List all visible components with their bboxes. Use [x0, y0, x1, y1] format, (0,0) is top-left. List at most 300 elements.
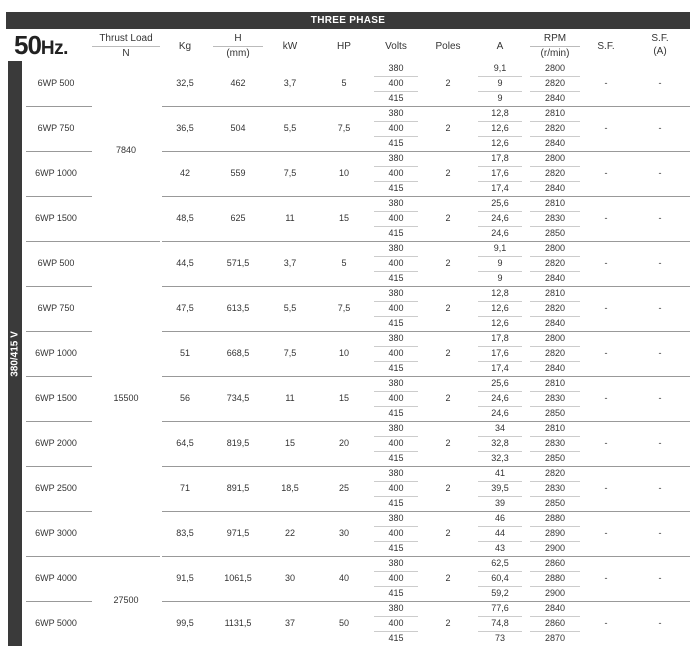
row-divider	[26, 196, 92, 197]
sub-row-divider	[530, 526, 580, 527]
volts-value: 415	[388, 273, 404, 283]
kw-value: 3,7	[283, 257, 297, 268]
model-name: 6WP 3000	[35, 527, 77, 538]
sf-a-value: -	[658, 122, 662, 133]
sf-a-value: -	[658, 392, 662, 403]
sub-row-divider	[374, 616, 418, 617]
current-value: 17,4	[491, 183, 509, 193]
sub-row-divider	[530, 481, 580, 482]
header-kw: kW	[282, 41, 298, 52]
row-divider	[26, 241, 92, 242]
volts-value: 380	[388, 423, 404, 433]
header-thrust-load: Thrust Load	[99, 33, 153, 44]
rpm-value: 2890	[544, 528, 566, 538]
row-divider	[162, 151, 690, 152]
current-value: 73	[494, 633, 505, 643]
hp-value: 30	[338, 527, 349, 538]
volts-value: 415	[388, 183, 404, 193]
sf-value: -	[604, 392, 608, 403]
weight-value: 71	[179, 482, 190, 493]
model-name: 6WP 1000	[35, 347, 77, 358]
kw-value: 3,7	[283, 77, 297, 88]
current-value: 62,5	[491, 558, 509, 568]
rpm-value: 2820	[544, 168, 566, 178]
volts-value: 400	[388, 168, 404, 178]
row-divider	[162, 376, 690, 377]
rpm-value: 2850	[544, 408, 566, 418]
current-value: 9,1	[493, 63, 507, 73]
hp-value: 25	[338, 482, 349, 493]
weight-value: 51	[179, 347, 190, 358]
sub-row-divider	[374, 526, 418, 527]
sub-row-divider	[478, 76, 522, 77]
header-a: A	[496, 41, 504, 52]
rpm-value: 2840	[544, 93, 566, 103]
weight-value: 56	[179, 392, 190, 403]
thrust-load-value: 27500	[113, 595, 139, 605]
rpm-value: 2800	[544, 63, 566, 73]
rpm-value: 2810	[544, 108, 566, 118]
sub-row-divider	[374, 301, 418, 302]
sub-row-divider	[530, 91, 580, 92]
current-value: 77,6	[491, 603, 509, 613]
current-value: 9	[497, 258, 503, 268]
sub-row-divider	[530, 616, 580, 617]
rpm-value: 2840	[544, 363, 566, 373]
current-value: 9	[497, 273, 503, 283]
weight-value: 42	[179, 167, 190, 178]
current-value: 12,6	[491, 318, 509, 328]
sub-row-divider	[530, 406, 580, 407]
model-name: 6WP 2000	[35, 437, 77, 448]
height-value: 559	[230, 167, 246, 178]
rpm-value: 2900	[544, 588, 566, 598]
volts-value: 400	[388, 618, 404, 628]
header-poles: Poles	[435, 41, 461, 52]
kw-value: 7,5	[283, 347, 297, 358]
current-value: 46	[494, 513, 505, 523]
row-divider	[162, 106, 690, 107]
sf-a-value: -	[658, 482, 662, 493]
hp-value: 5	[341, 77, 347, 88]
height-value: 971,5	[226, 527, 250, 538]
sub-row-divider	[530, 316, 580, 317]
sub-row-divider	[530, 571, 580, 572]
rpm-value: 2830	[544, 393, 566, 403]
frequency-label	[14, 30, 68, 61]
weight-value: 91,5	[176, 572, 194, 583]
poles-value: 2	[445, 257, 451, 268]
volts-value: 400	[388, 123, 404, 133]
sub-row-divider	[530, 391, 580, 392]
current-value: 9	[497, 93, 503, 103]
volts-value: 415	[388, 138, 404, 148]
row-divider	[26, 376, 92, 377]
model-name: 6WP 4000	[35, 572, 77, 583]
row-divider	[162, 556, 690, 557]
rpm-value: 2810	[544, 198, 566, 208]
rpm-value: 2840	[544, 183, 566, 193]
sub-row-divider	[530, 361, 580, 362]
volts-value: 380	[388, 63, 404, 73]
hp-value: 50	[338, 617, 349, 628]
sub-row-divider	[374, 481, 418, 482]
sub-row-divider	[374, 256, 418, 257]
sub-row-divider	[478, 616, 522, 617]
voltage-side-label	[8, 61, 22, 646]
sub-row-divider	[374, 271, 418, 272]
frequency-value: 50	[14, 30, 41, 60]
kw-value: 7,5	[283, 167, 297, 178]
header-rpm-unit: (r/min)	[540, 48, 570, 59]
sub-row-divider	[478, 136, 522, 137]
volts-value: 415	[388, 93, 404, 103]
hp-value: 5	[341, 257, 347, 268]
volts-value: 380	[388, 108, 404, 118]
sf-value: -	[604, 212, 608, 223]
frequency-unit: Hz.	[40, 38, 68, 59]
rpm-value: 2830	[544, 213, 566, 223]
current-value: 24,6	[491, 213, 509, 223]
model-name: 6WP 5000	[35, 617, 77, 628]
poles-value: 2	[445, 122, 451, 133]
sub-row-divider	[374, 631, 418, 632]
current-value: 25,6	[491, 198, 509, 208]
sub-row-divider	[530, 136, 580, 137]
hp-value: 15	[338, 212, 349, 223]
sf-value: -	[604, 572, 608, 583]
rpm-value: 2810	[544, 423, 566, 433]
height-value: 1131,5	[224, 617, 252, 628]
volts-value: 400	[388, 483, 404, 493]
sub-row-divider	[478, 346, 522, 347]
sub-row-divider	[530, 586, 580, 587]
height-value: 625	[230, 212, 246, 223]
kw-value: 11	[285, 392, 295, 403]
thrust-load-value: 15500	[113, 392, 139, 403]
sub-row-divider	[374, 211, 418, 212]
sub-row-divider	[478, 211, 522, 212]
kw-value: 15	[284, 437, 295, 448]
rpm-value: 2880	[544, 513, 566, 523]
sub-row-divider	[478, 586, 522, 587]
sf-value: -	[604, 122, 608, 133]
kw-value: 30	[284, 572, 295, 583]
sub-row-divider	[530, 226, 580, 227]
weight-value: 32,5	[176, 77, 194, 88]
volts-value: 400	[388, 573, 404, 583]
model-name: 6WP 1000	[35, 167, 77, 178]
sub-row-divider	[478, 166, 522, 167]
sub-row-divider	[478, 181, 522, 182]
sub-row-divider	[374, 346, 418, 347]
volts-value: 400	[388, 528, 404, 538]
row-divider	[162, 421, 690, 422]
sf-value: -	[604, 347, 608, 358]
sub-row-divider	[530, 541, 580, 542]
current-value: 39	[494, 498, 505, 508]
height-value: 819,5	[226, 437, 250, 448]
current-value: 12,6	[491, 303, 509, 313]
model-name: 6WP 750	[37, 302, 75, 313]
header-divider	[213, 46, 263, 47]
current-value: 41	[494, 468, 505, 478]
sub-row-divider	[478, 316, 522, 317]
volts-value: 415	[388, 588, 404, 598]
group-divider	[92, 241, 160, 242]
kw-value: 18,5	[281, 482, 299, 493]
row-divider	[162, 286, 690, 287]
poles-value: 2	[445, 392, 451, 403]
header-rpm: RPM	[543, 33, 567, 44]
volts-value: 415	[388, 363, 404, 373]
volts-value: 380	[388, 333, 404, 343]
hp-value: 10	[338, 347, 349, 358]
sub-row-divider	[374, 121, 418, 122]
sub-row-divider	[530, 211, 580, 212]
sub-row-divider	[478, 391, 522, 392]
current-value: 9	[497, 78, 503, 88]
volts-value: 380	[388, 558, 404, 568]
kw-value: 5,5	[283, 122, 297, 133]
sub-row-divider	[374, 586, 418, 587]
sub-row-divider	[374, 361, 418, 362]
group-divider	[92, 556, 160, 557]
model-name: 6WP 500	[37, 77, 75, 88]
volts-value: 415	[388, 408, 404, 418]
rpm-value: 2860	[544, 558, 566, 568]
poles-value: 2	[445, 167, 451, 178]
header-thrust-unit: N	[122, 48, 130, 59]
sub-row-divider	[530, 271, 580, 272]
current-value: 25,6	[491, 378, 509, 388]
sub-row-divider	[478, 91, 522, 92]
sf-a-value: -	[658, 167, 662, 178]
rpm-value: 2850	[544, 228, 566, 238]
hp-value: 40	[338, 572, 349, 583]
current-value: 24,6	[491, 408, 509, 418]
sub-row-divider	[530, 631, 580, 632]
current-value: 12,8	[491, 108, 509, 118]
height-value: 504	[230, 122, 246, 133]
volts-value: 380	[388, 513, 404, 523]
weight-value: 48,5	[176, 212, 194, 223]
volts-value: 380	[388, 468, 404, 478]
sf-a-value: -	[658, 257, 662, 268]
rpm-value: 2830	[544, 483, 566, 493]
current-value: 17,6	[491, 348, 509, 358]
current-value: 9,1	[493, 243, 507, 253]
sub-row-divider	[374, 181, 418, 182]
height-value: 571,5	[226, 257, 250, 268]
current-value: 12,8	[491, 288, 509, 298]
sub-row-divider	[530, 256, 580, 257]
poles-value: 2	[445, 527, 451, 538]
current-value: 12,6	[491, 138, 509, 148]
rpm-value: 2820	[544, 303, 566, 313]
voltage-label: 380/415 V	[9, 330, 21, 377]
current-value: 39,5	[491, 483, 509, 493]
sub-row-divider	[530, 496, 580, 497]
model-name: 6WP 750	[37, 122, 75, 133]
volts-value: 415	[388, 543, 404, 553]
sub-row-divider	[478, 481, 522, 482]
rpm-value: 2810	[544, 288, 566, 298]
sf-value: -	[604, 167, 608, 178]
current-value: 17,4	[491, 363, 509, 373]
volts-value: 415	[388, 453, 404, 463]
model-name: 6WP 1500	[35, 212, 77, 223]
sf-a-value: -	[658, 437, 662, 448]
rpm-value: 2880	[544, 573, 566, 583]
sub-row-divider	[374, 76, 418, 77]
sf-a-value: -	[658, 527, 662, 538]
current-value: 17,8	[491, 333, 509, 343]
rpm-value: 2840	[544, 273, 566, 283]
rpm-value: 2840	[544, 138, 566, 148]
poles-value: 2	[445, 572, 451, 583]
model-name: 6WP 1500	[35, 392, 77, 403]
sub-row-divider	[374, 541, 418, 542]
row-divider	[162, 601, 690, 602]
poles-value: 2	[445, 482, 451, 493]
row-divider	[26, 151, 92, 152]
height-value: 613,5	[226, 302, 250, 313]
kw-value: 37	[284, 617, 295, 628]
sub-row-divider	[478, 256, 522, 257]
volts-value: 415	[388, 498, 404, 508]
sub-row-divider	[530, 436, 580, 437]
current-value: 43	[494, 543, 505, 553]
sub-row-divider	[374, 436, 418, 437]
weight-value: 83,5	[176, 527, 194, 538]
poles-value: 2	[445, 77, 451, 88]
current-value: 24,6	[491, 228, 509, 238]
volts-value: 400	[388, 393, 404, 403]
volts-value: 400	[388, 258, 404, 268]
sub-row-divider	[374, 406, 418, 407]
volts-value: 380	[388, 153, 404, 163]
rpm-value: 2820	[544, 123, 566, 133]
rpm-value: 2820	[544, 258, 566, 268]
volts-value: 380	[388, 378, 404, 388]
rpm-value: 2820	[544, 78, 566, 88]
weight-value: 47,5	[176, 302, 194, 313]
sf-value: -	[604, 302, 608, 313]
row-divider	[26, 286, 92, 287]
height-value: 1061,5	[224, 572, 252, 583]
hp-value: 20	[338, 437, 349, 448]
poles-value: 2	[445, 212, 451, 223]
current-value: 34	[494, 423, 505, 433]
height-value: 462	[230, 77, 246, 88]
sub-row-divider	[478, 526, 522, 527]
rpm-value: 2860	[544, 618, 566, 628]
volts-value: 380	[388, 603, 404, 613]
rpm-value: 2800	[544, 333, 566, 343]
volts-value: 380	[388, 243, 404, 253]
header-h: H	[234, 33, 242, 44]
weight-value: 36,5	[176, 122, 194, 133]
current-value: 17,8	[491, 153, 509, 163]
row-divider	[162, 196, 690, 197]
model-name: 6WP 2500	[35, 482, 77, 493]
rpm-value: 2840	[544, 318, 566, 328]
poles-value: 2	[445, 437, 451, 448]
sf-a-value: -	[658, 347, 662, 358]
sub-row-divider	[374, 391, 418, 392]
volts-value: 380	[388, 198, 404, 208]
row-divider	[26, 601, 92, 602]
kw-value: 11	[285, 212, 295, 223]
weight-value: 99,5	[176, 617, 194, 628]
row-divider	[26, 106, 92, 107]
rpm-value: 2870	[544, 633, 566, 643]
sf-value: -	[604, 482, 608, 493]
header-divider	[92, 46, 160, 47]
kw-value: 5,5	[283, 302, 297, 313]
sub-row-divider	[530, 181, 580, 182]
weight-value: 64,5	[176, 437, 194, 448]
sub-row-divider	[530, 76, 580, 77]
table-title: THREE PHASE	[6, 12, 690, 29]
rpm-value: 2900	[544, 543, 566, 553]
header-divider	[530, 46, 580, 47]
height-value: 668,5	[226, 347, 250, 358]
header-h-unit: (mm)	[226, 48, 250, 59]
row-divider	[162, 511, 690, 512]
sf-a-value: -	[658, 617, 662, 628]
row-divider	[26, 331, 92, 332]
poles-value: 2	[445, 617, 451, 628]
sf-value: -	[604, 617, 608, 628]
sub-row-divider	[530, 166, 580, 167]
sub-row-divider	[374, 316, 418, 317]
thrust-load-value: 7840	[115, 145, 137, 155]
hp-value: 7,5	[337, 302, 351, 313]
sub-row-divider	[374, 226, 418, 227]
header-sf-a-unit: (A)	[653, 46, 667, 57]
sub-row-divider	[374, 496, 418, 497]
sub-row-divider	[478, 226, 522, 227]
sub-row-divider	[478, 436, 522, 437]
height-value: 734,5	[226, 392, 250, 403]
sf-a-value: -	[658, 572, 662, 583]
poles-value: 2	[445, 302, 451, 313]
sf-value: -	[604, 527, 608, 538]
row-divider	[26, 556, 92, 557]
sf-a-value: -	[658, 302, 662, 313]
sub-row-divider	[478, 541, 522, 542]
hp-value: 15	[338, 392, 349, 403]
row-divider	[26, 511, 92, 512]
rpm-value: 2800	[544, 153, 566, 163]
hp-value: 7,5	[337, 122, 351, 133]
row-divider	[162, 241, 690, 242]
sf-a-value: -	[658, 212, 662, 223]
hp-value: 10	[338, 167, 349, 178]
sub-row-divider	[478, 571, 522, 572]
rpm-value: 2810	[544, 378, 566, 388]
current-value: 12,6	[491, 123, 509, 133]
volts-value: 415	[388, 228, 404, 238]
volts-value: 400	[388, 348, 404, 358]
header-kg: Kg	[178, 41, 192, 52]
sub-row-divider	[478, 406, 522, 407]
sub-row-divider	[374, 91, 418, 92]
volts-value: 380	[388, 288, 404, 298]
sf-value: -	[604, 437, 608, 448]
